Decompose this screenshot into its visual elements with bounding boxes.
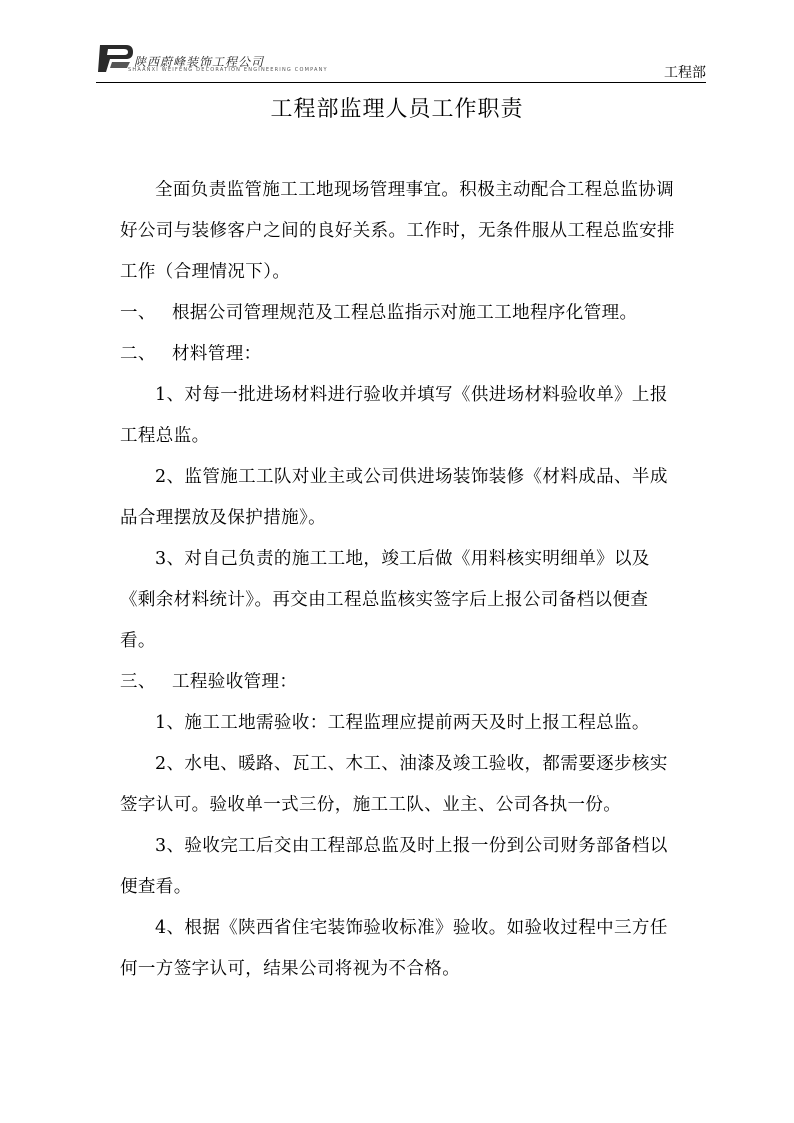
section-heading-text: 根据公司管理规范及工程总监指示对施工工地程序化管理。 — [172, 303, 638, 323]
company-logo-text: 陕西蔚峰装饰工程公司 — [134, 55, 265, 69]
list-item: 2、水电、暖路、瓦工、木工、油漆及竣工验收，都需要逐步核实签字认可。验收单一式三份，施工工队、业主、公司各执一份。 — [120, 754, 668, 815]
list-item: 1、对每一批进场材料进行验收并填写《供进场材料验收单》上报工程总监。 — [120, 385, 668, 446]
document-body — [120, 170, 680, 990]
list-item: 4、根据《陕西省住宅装饰验收标准》验收。如验收过程中三方任何一方签字认可，结果公司将视为不合格。 — [120, 918, 668, 979]
company-logo — [96, 42, 328, 76]
section-number: 三、 — [120, 672, 156, 692]
list-item: 1、施工工地需验收：工程监理应提前两天及时上报工程总监。 — [155, 713, 650, 733]
section-two-heading — [120, 334, 680, 375]
department-label: 工程部 — [664, 65, 706, 81]
section-number: 一、 — [120, 303, 156, 323]
intro-paragraph: 全面负责监管施工工地现场管理事宜。积极主动配合工程总监协调好公司与装修客户之间的良好关系。工作时，无条件服从工程总监安排工作（合理情况下）。 — [120, 180, 675, 282]
list-item: 3、对自己负责的施工工地，竣工后做《用料核实明细单》以及《剩余材料统计》。再交由工程总监核实签字后上报公司备档以便查看。 — [120, 549, 650, 651]
page-title: 工程部监理人员工作职责 — [270, 97, 524, 122]
section-heading-text: 材料管理： — [172, 344, 262, 364]
list-item: 2、监管施工工队对业主或公司供进场装饰装修《材料成品、半成品合理摆放及保护措施》。 — [120, 467, 668, 528]
header-divider — [96, 82, 706, 83]
company-logo-subtext: SHAANXI WEIFENG DECORATION ENGINEERING COMPANY — [128, 67, 328, 73]
section-number: 二、 — [120, 344, 156, 364]
section-three-heading — [120, 662, 680, 703]
list-item: 3、验收完工后交由工程部总监及时上报一份到公司财务部备档以便查看。 — [120, 836, 668, 897]
section-heading-text: 工程验收管理： — [172, 672, 298, 692]
section-one-heading — [120, 293, 680, 334]
page-header — [0, 0, 794, 84]
